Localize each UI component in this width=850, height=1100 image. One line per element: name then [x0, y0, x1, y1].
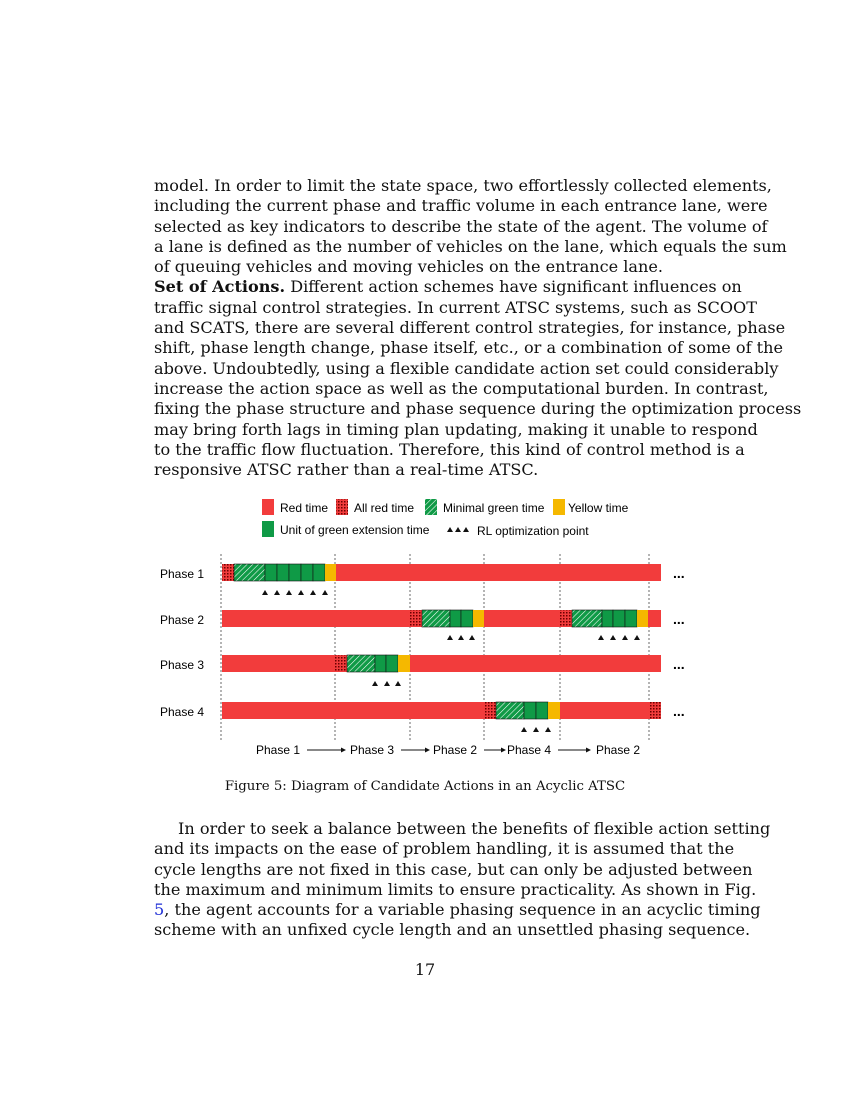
- ellipsis-row-3: ...: [673, 656, 685, 672]
- red-segment: [222, 702, 661, 719]
- legend-rl-triangles: [447, 527, 469, 532]
- text-line: scheme with an unfixed cycle length and an unsettled phasing sequence.: [154, 920, 751, 940]
- text-line: a lane is defined as the number of vehicles on the lane, which equals the sum: [154, 236, 787, 256]
- all-red-segment: [560, 610, 572, 627]
- text-line: including the current phase and traffic volume in each entrance lane, were: [154, 196, 768, 216]
- text-line: traffic signal control strategies. In current ATSC systems, such as SCOOT: [154, 297, 757, 317]
- minimal-green-segment: [234, 564, 265, 581]
- all-red-segment: [410, 610, 422, 627]
- text-fragment: Different action schemes have significant influences on: [290, 277, 742, 297]
- legend-minimal-green-swatch: [425, 499, 437, 515]
- text-line: fixing the phase structure and phase sequence during the optimization process: [154, 399, 802, 419]
- legend: [262, 499, 629, 538]
- figure-reference-link[interactable]: 5: [154, 900, 165, 920]
- minimal-green-segment: [347, 655, 375, 672]
- page-number: 17: [414, 960, 436, 979]
- text-line: and SCATS, there are several different control strategies, for instance, phase: [154, 318, 786, 338]
- minimal-green-segment: [572, 610, 602, 627]
- row-label-phase-4: Phase 4: [160, 705, 205, 719]
- phase-4-timeline: [222, 702, 661, 732]
- rl-points: [372, 681, 401, 686]
- green-extension-units: [450, 610, 473, 627]
- text-fragment: , the agent accounts for a variable phasing sequence in an acyclic timing: [164, 900, 761, 920]
- ellipsis-row-1: ...: [673, 565, 685, 581]
- sequence-item: Phase 4: [507, 743, 552, 757]
- phase-1-timeline: [222, 564, 661, 595]
- legend-rl-label: RL optimization point: [477, 524, 589, 538]
- ellipsis-row-4: ...: [673, 703, 685, 719]
- legend-all-red-label: All red time: [354, 501, 415, 515]
- all-red-segment: [484, 702, 496, 719]
- text-line: may bring forth lags in timing plan updating, making it unable to respond: [154, 419, 758, 439]
- legend-red-swatch: [262, 499, 274, 515]
- phase-3-timeline: [222, 655, 661, 686]
- minimal-green-segment: [496, 702, 524, 719]
- all-red-segment: [335, 655, 347, 672]
- green-extension-units: [524, 702, 548, 719]
- all-red-segment: [222, 564, 234, 581]
- text-line: model. In order to limit the state space, two effortlessly collected elements,: [154, 176, 772, 195]
- yellow-segment: [398, 655, 410, 672]
- row-label-phase-1: Phase 1: [160, 567, 205, 581]
- row-label-phase-2: Phase 2: [160, 613, 205, 627]
- ellipsis-row-2: ...: [673, 611, 685, 627]
- text-line: shift, phase length change, phase itself, etc., or a combination of some of the: [154, 338, 784, 358]
- section-heading: Set of Actions.: [154, 277, 286, 297]
- green-extension-units: [375, 655, 398, 672]
- text-line: [154, 900, 761, 920]
- sequence-item: Phase 1: [256, 743, 301, 757]
- minimal-green-segment: [422, 610, 450, 627]
- rl-points: [262, 590, 328, 595]
- legend-yellow-swatch: [553, 499, 565, 515]
- section-first-line: [154, 277, 742, 297]
- red-segment: [222, 655, 661, 672]
- phase-sequence: [256, 743, 640, 757]
- yellow-segment: [473, 610, 484, 627]
- rl-points: [521, 727, 551, 732]
- text-line: responsive ATSC rather than a real-time ATSC.: [154, 460, 539, 480]
- legend-red-label: Red time: [280, 501, 329, 515]
- text-line: and its impacts on the ease of problem handling, it is assumed that the: [154, 839, 735, 859]
- legend-minimal-green-label: Minimal green time: [443, 501, 545, 515]
- text-line: selected as key indicators to describe the state of the agent. The volume of: [154, 216, 768, 236]
- text-line: above. Undoubtedly, using a flexible candidate action set could considerably: [154, 358, 779, 378]
- text-line: cycle lengths are not fixed in this case, but can only be adjusted between: [154, 859, 753, 879]
- all-red-segment: [649, 702, 661, 719]
- green-extension-units: [602, 610, 637, 627]
- yellow-segment: [637, 610, 648, 627]
- body-paragraph-balance: [154, 819, 771, 941]
- text-line: the maximum and minimum limits to ensure practicality. As shown in Fig.: [154, 879, 757, 899]
- legend-unit-green-label: Unit of green extension time: [280, 523, 430, 537]
- text-line: In order to seek a balance between the benefits of flexible action setting: [178, 819, 771, 838]
- phase-2-timeline: [222, 610, 661, 640]
- candidate-actions-diagram: [155, 492, 700, 772]
- body-paragraph-state: [154, 176, 802, 480]
- yellow-segment: [325, 564, 336, 581]
- legend-unit-green-swatch: [262, 521, 274, 537]
- text-line: to the traffic flow fluctuation. Therefore, this kind of control method is a: [154, 439, 745, 459]
- legend-all-red-swatch: [336, 499, 348, 515]
- rl-points: [447, 635, 640, 640]
- text-line: of queuing vehicles and moving vehicles on the entrance lane.: [154, 257, 664, 277]
- sequence-item: Phase 2: [433, 743, 478, 757]
- figure-caption: Figure 5: Diagram of Candidate Actions in an Acyclic ATSC: [224, 779, 626, 794]
- legend-yellow-label: Yellow time: [568, 501, 629, 515]
- green-extension-units: [265, 564, 325, 581]
- text-line: increase the action space as well as the computational burden. In contrast,: [154, 378, 769, 398]
- yellow-segment: [548, 702, 560, 719]
- row-label-phase-3: Phase 3: [160, 658, 205, 672]
- sequence-item: Phase 2: [596, 743, 641, 757]
- sequence-item: Phase 3: [350, 743, 395, 757]
